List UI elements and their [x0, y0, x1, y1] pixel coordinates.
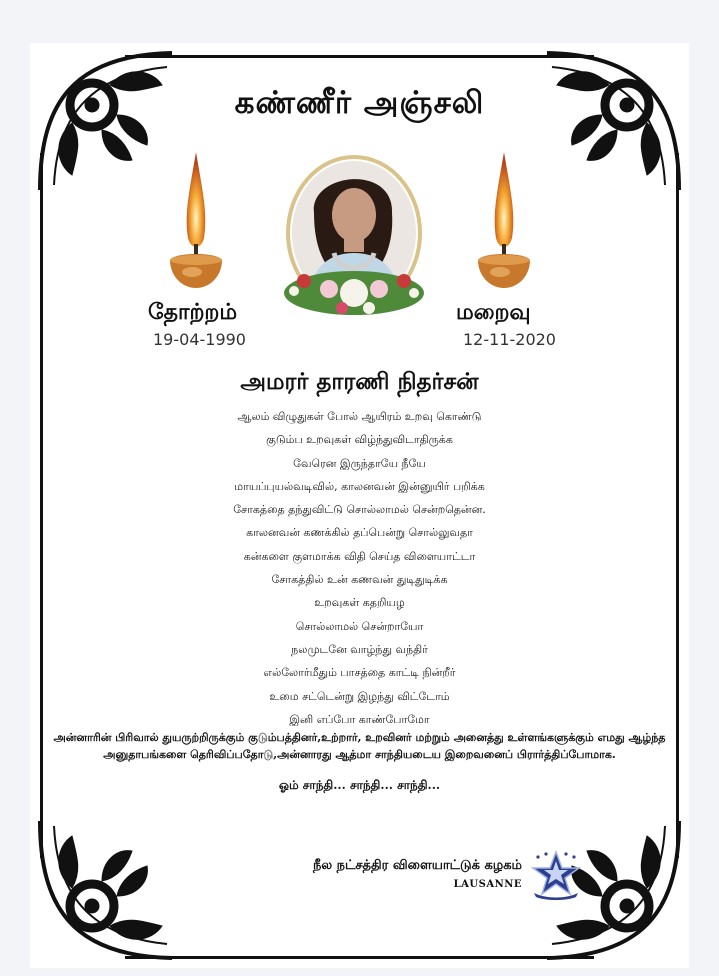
death-date: 12-11-2020 — [463, 330, 556, 349]
poem-line: காலனவன் கணக்கில் தப்பென்று சொல்லுவதா — [246, 526, 473, 540]
birth-date: 19-04-1990 — [153, 330, 246, 349]
poem-line: ஆலம் விழுதுகள் போல் ஆயிரம் உறவு கொண்டு — [237, 410, 482, 423]
poem-line: சோகத்தில் உன் கணவன் துடிதுடிக்க — [271, 573, 448, 587]
flower-wreath-icon — [284, 271, 424, 315]
poem-line: வேரென இருந்தாயே நீயே — [293, 456, 426, 470]
poem-line: சோகத்தை தந்துவிட்டு சொல்லாமல் சென்றதென்ன. — [233, 503, 486, 517]
memorial-poster — [30, 43, 689, 968]
frame-top-line — [125, 55, 594, 58]
poem-line: உறவுகள் கதறியழ — [314, 596, 405, 610]
deceased-name: அமரர் தாரணி நிதர்சன் — [240, 368, 479, 395]
shanti-line: ஓம் சாந்தி... சாந்தி... சாந்தி... — [278, 778, 441, 792]
club-name: நீல நட்சத்திர விளையாட்டுக் கழகம் — [313, 858, 522, 873]
oil-lamp-right-icon — [474, 148, 534, 298]
club-city: LAUSANNE — [453, 879, 522, 890]
frame-bottom-line — [125, 956, 594, 959]
poem-line: உமை சட்டென்று இழந்து விட்டோம் — [269, 689, 450, 703]
poster-title: கண்ணீர் அஞ்சலி — [234, 85, 485, 121]
poem-line: நலமுடனே வாழ்ந்து வந்திர் — [291, 642, 428, 656]
poem-line: குடும்ப உறவுகள் விழ்ந்துவிடாதிருக்க — [266, 433, 453, 447]
poem-line: எல்லோர்மீதும் பாசத்தை காட்டி நின்றீர் — [263, 666, 456, 680]
poem-line: இனி எப்போ காண்போமோ — [289, 712, 430, 726]
death-label: மறைவு — [456, 299, 531, 325]
poem-line: சொல்லாமல் சென்றாயோ — [295, 619, 424, 633]
corner-ornament-bottom-left-icon — [32, 816, 182, 966]
poem-line: மாயப்புயல்வடிவில், காலனவன் இன்னுயிர் பறிக்க — [234, 479, 485, 493]
birth-label: தோற்றம் — [148, 299, 238, 325]
condolence-message: அன்னாரின் பிரிவால் துயருற்றிருக்கும் குடும்பத்தினர்,உற்றார், உறவினர் மற்றும் அனைத்து உள்ளங்களுக்கும் எமது ஆழ்ந்த அனுதாபங்களை தெரிவிப்பதோடு,அன்னாரது ஆத்மா சாந்தியடைய இறைவனைப் பிரார்த்திப்போமாக. — [53, 731, 666, 761]
memorial-portrait — [274, 153, 434, 328]
oil-lamp-left-icon — [166, 148, 226, 298]
blue-star-club-logo-icon — [526, 849, 586, 901]
poem-line: கன்களை குளமாக்க விதி செய்த விளையாட்டா — [243, 549, 476, 563]
poem — [30, 405, 689, 731]
